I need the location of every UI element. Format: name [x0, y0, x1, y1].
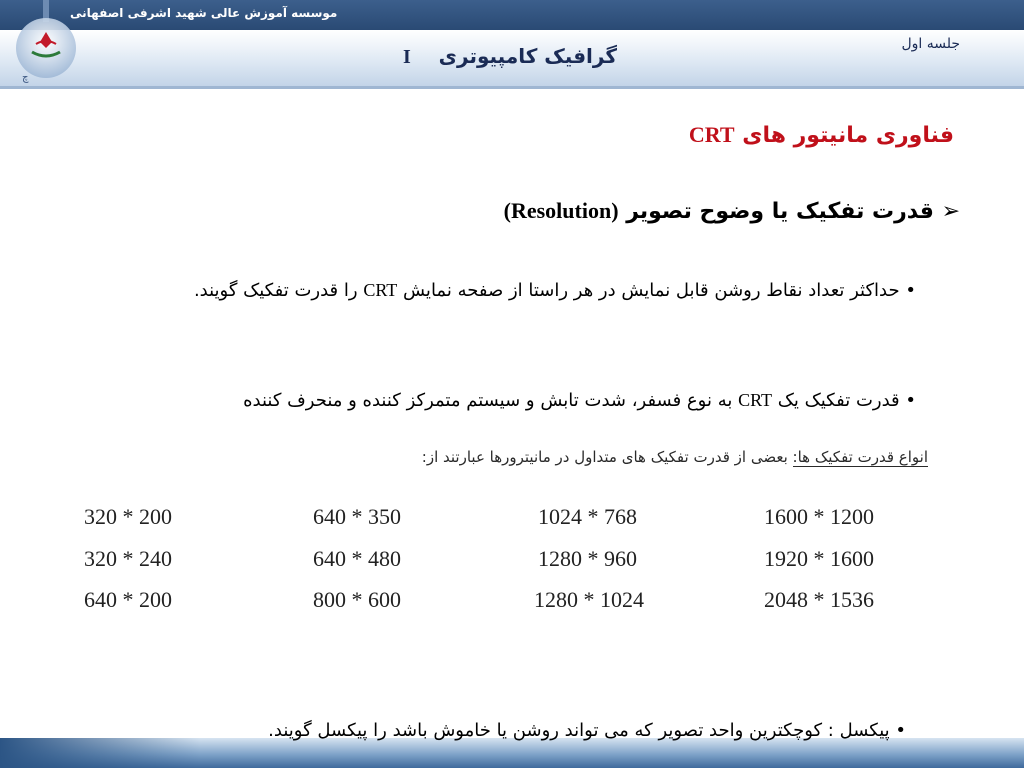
- para2-crt: CRT: [738, 390, 773, 410]
- resolution-cell: 640 * 200: [84, 587, 172, 612]
- resolution-cell: 800 * 600: [313, 587, 401, 612]
- subheading: [504, 198, 960, 224]
- pixel-definition-text: پیکسل : کوچکترین واحد تصویر که می تواند روشن یا خاموش باشد را پیکسل گویند.: [268, 720, 890, 741]
- university-logo: [6, 0, 86, 86]
- para1-text-a: حداکثر تعداد نقاط روشن قابل نمایش در هر راستا از صفحه نمایش: [402, 280, 900, 301]
- slide-title: [689, 122, 954, 148]
- top-strip: [0, 0, 1024, 30]
- subheading-resolution: (Resolution): [503, 198, 619, 223]
- resolution-cell: 640 * 350: [313, 504, 401, 529]
- resolution-caption-rest: بعضی از قدرت تفکیک های متداول در مانیترورها عبارتند از:: [421, 448, 788, 466]
- footer-accent: [0, 738, 200, 768]
- bullet-icon: •: [905, 280, 916, 301]
- course-title: [400, 44, 620, 69]
- resolution-cell: 1280 * 960: [538, 546, 637, 571]
- resolution-cell: 1024 * 768: [538, 504, 637, 529]
- resolution-cell: 320 * 200: [84, 504, 172, 529]
- subheading-text: قدرت تفکیک یا وضوح تصویر: [626, 199, 934, 224]
- para1-text-b: را قدرت تفکیک گویند.: [193, 280, 358, 301]
- course-title-text: گرافیک کامپیوتری: [438, 44, 617, 68]
- resolution-caption-underlined: انواع قدرت تفکیک ها:: [792, 448, 928, 466]
- para2-text-a: قدرت تفکیک یک: [777, 390, 900, 411]
- resolution-cell: 2048 * 1536: [764, 587, 874, 612]
- bullet-icon: •: [905, 390, 916, 411]
- arrow-bullet-icon: ➢: [941, 199, 960, 224]
- resolution-cell: 1920 * 1600: [764, 546, 874, 571]
- slide-title-crt: CRT: [688, 122, 735, 147]
- para1-crt: CRT: [363, 280, 398, 300]
- bullet-icon: •: [895, 720, 906, 741]
- resolution-cell: 1280 * 1024: [534, 587, 644, 612]
- resolution-cell: 1600 * 1200: [764, 504, 874, 529]
- svg-text:ﭺ: ﭺ: [22, 72, 29, 83]
- institute-name: موسسه آموزش عالی شهید اشرفی اصفهانی: [70, 6, 338, 20]
- slide-title-text: فناوری مانیتور های: [742, 123, 954, 148]
- paragraph-max-points: [56, 262, 916, 319]
- resolution-cell: 640 * 480: [313, 546, 401, 571]
- session-label: جلسه اول: [901, 36, 960, 52]
- course-numeral: I: [403, 46, 411, 68]
- paragraph-resolution-factors: [56, 372, 916, 429]
- resolution-caption: [322, 448, 928, 480]
- pixel-definition: [268, 720, 906, 741]
- resolution-cell: 320 * 240: [84, 546, 172, 571]
- para2-text-b: به نوع فسفر، شدت تابش و سیستم متمرکز کننده و منحرف کننده: [243, 390, 733, 411]
